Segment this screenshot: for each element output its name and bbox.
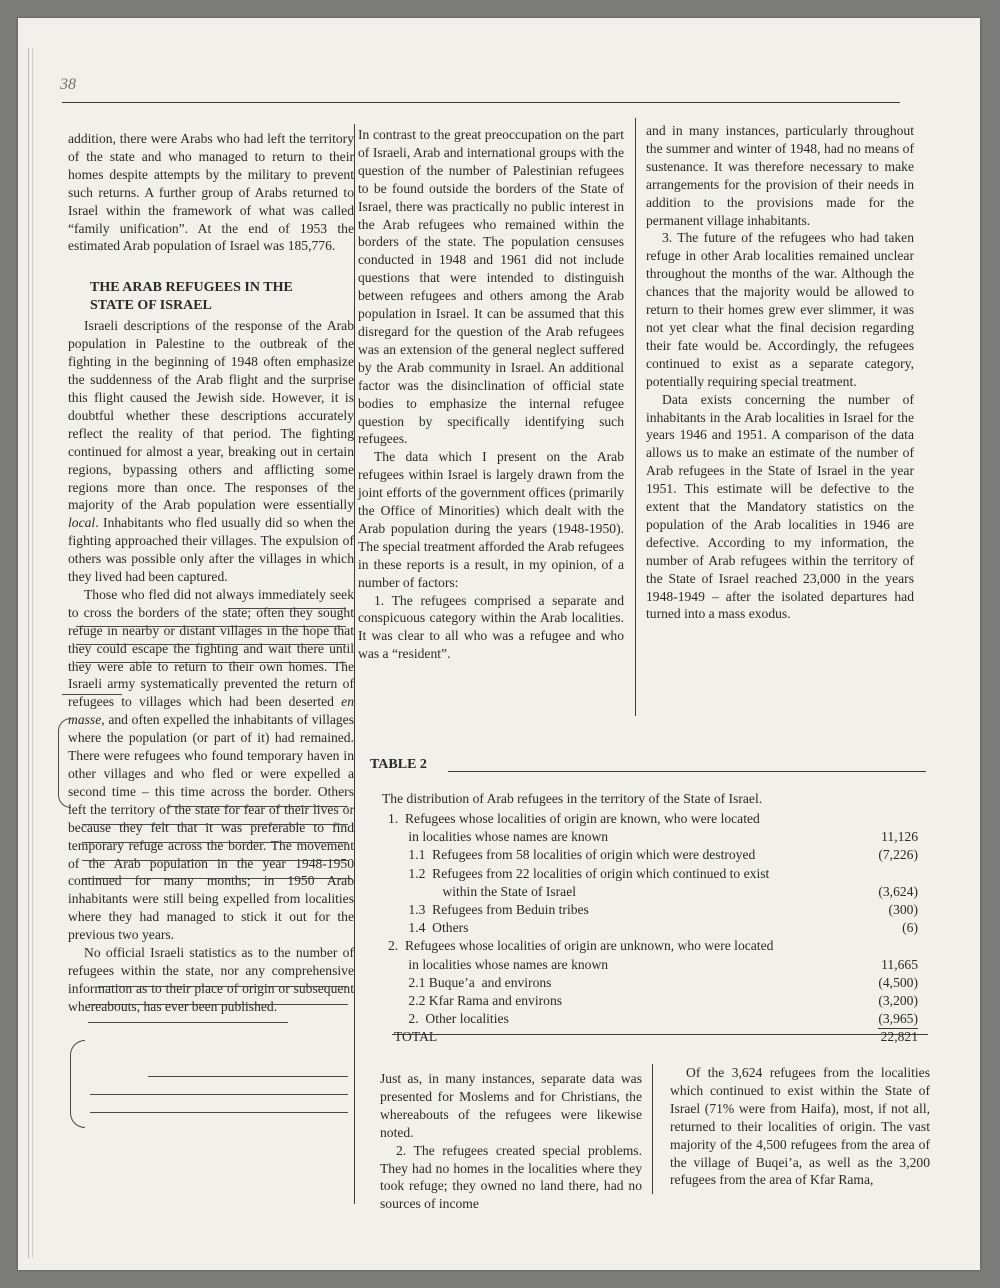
pen-underline — [90, 1094, 348, 1095]
pen-underline — [82, 842, 348, 843]
pen-underline — [76, 644, 346, 645]
paragraph: Those who fled did not always immediately seek to cross the borders of the state; often they sought refuge in nearby or distant villages in the hope that they could escape the fighting and wait there until they were able to return to their own homes. The Israeli army systematically prevented the return of refugees to villages which had been deserted en masse, and often expelled the inhabitants of villages where the population (or part of it) had remained. There were refugees who found temporary haven in other villages and who fled or were expelled a second time – this time across the border. Others left the territory of the state for fear of their lives or because they felt that it was preferable to find temporary refuge across the border. The movement of the Arab population in the year 1948-1950 continued for many months; in 1950 Arab inhabitants were still being expelled from localities where they had managed to stick it out for the previous two years. — [68, 586, 354, 943]
table-row-label: 2. Other localities — [388, 1011, 509, 1027]
paragraph: Data exists concerning the number of inhabitants in the Arab localities in Israel for the years 1946 and 1951. A comparison of the data allows us to make an estimate of the number of Arab refugees in the State of Israel in the year 1951. This estimate will be defective to the extent that the Mandatory statistics on the population of the Arab localities in 1946 are defective. According to my information, the number of Arab refugees within the territory of the State of Israel reached 23,000 in the years 1948-1949 – after the isolated departures had turned into a mass exodus. — [646, 391, 914, 622]
table-row-label: 1.1 Refugees from 58 localities of origin which were destroyed — [388, 847, 756, 863]
pen-underline — [62, 694, 122, 695]
document-page — [18, 18, 980, 1270]
column-5 — [670, 1064, 930, 1189]
table-row-value: (3,624) — [878, 883, 918, 899]
column-divider — [354, 124, 355, 1204]
table-row-label: within the State of Israel — [388, 883, 577, 899]
table-title-rule — [448, 771, 926, 772]
table-row-value: (7,226) — [878, 847, 918, 863]
pen-underline — [88, 1004, 348, 1005]
column-divider — [635, 118, 636, 716]
pen-bracket — [58, 718, 71, 808]
column-2 — [358, 126, 624, 663]
paragraph: In contrast to the great preoccupation on the part of Israeli, Arab and international groups with the question of the number of Palestinian refugees to be found outside the borders of the State of Israel, there was practically no public interest in the Arab refugees who remained within the borders of the state. The population censuses conducted in 1948 and 1961 did not include questions that were intended to distinguish between refugees and others among the Arab population in Israel. It can be assumed that this disregard for the question of the Arab refugees was an extension of the general neglect suffered by the Arab community in Israel. An additional factor was the disinclination of official state bodies to emphasize the internal refugee question by specifically identifying such refugees. — [358, 127, 624, 447]
section-heading: THE ARAB REFUGEES IN THE STATE OF ISRAEL — [90, 280, 293, 314]
binding-edge — [28, 48, 33, 1258]
paragraph: The data which I present on the Arab refugees within Israel is largely drawn from the joint efforts of the government offices (primarily the Office of Minorities) which dealt with the Arab population during the years (1948-1950). The special treatment afforded the Arab refugees in these reports is a result, in my opinion, of a number of factors: — [358, 449, 624, 590]
paragraph: Just as, in many instances, separate data was presented for Moslems and for Christians, the whereabouts of the refugees were likewise noted. — [380, 1071, 642, 1140]
table-description: The distribution of Arab refugees in the territory of the State of Israel. — [382, 791, 763, 806]
table-row-value: 11,126 — [881, 829, 918, 845]
column-divider — [652, 1064, 653, 1194]
table-row-value: 22,821 — [880, 1029, 918, 1045]
table-row-label: TOTAL — [394, 1029, 438, 1045]
pen-underline — [168, 806, 348, 807]
table-row-value: (4,500) — [878, 974, 918, 990]
header-rule — [62, 102, 900, 103]
table-row-value: (3,965) — [878, 1010, 918, 1029]
pen-underline — [148, 1076, 348, 1077]
pen-underline — [228, 608, 346, 609]
pen-underline — [82, 878, 352, 879]
pen-underline — [88, 1022, 288, 1023]
column-1 — [68, 130, 354, 1016]
emphasis: en masse — [68, 694, 354, 728]
column-3 — [646, 122, 914, 623]
paragraph: Israeli descriptions of the response of the Arab population in Palestine to the outbreak of the fighting in the beginning of 1948 often emphasize the suddenness of the Arab flight and the surprise this flight caused the Jewish side. However, it is doubtful whether these descriptions accurately reflect the reality of that period. The fighting continued for almost a year, breaking out in certain regions, bypassing others and afflicting some regions more than once. The responses of the majority of the Arab population were essentially local. Inhabitants who fled usually did so when the fighting approached their villages. The expulsion of others was possible only after the villages in which they lived had been captured. — [68, 318, 354, 585]
paragraph: No official Israeli statistics as to the number of refugees within the state, nor any comprehensive information as to their place of origin or subsequent whereabouts, has ever been published. — [68, 945, 354, 1014]
table-row-value: 11,665 — [881, 956, 918, 972]
page-number: 38 — [60, 76, 76, 93]
paragraph: Of the 3,624 refugees from the localities which continued to exist within the State of Israel (71% were from Haifa), most, if not all, returned to their localities of origin. The vast majority of the 4,500 refugees from the area of the village of Buqei’a, as well as the 3,200 refugees from the area of Kfar Rama, — [670, 1065, 930, 1188]
pen-underline — [90, 1112, 348, 1113]
pen-underline — [98, 986, 348, 987]
pen-underline — [76, 662, 346, 663]
table-row-value: (300) — [888, 902, 918, 917]
table-row-label: in localities whose names are known — [388, 829, 609, 845]
table-row-label: 1. Refugees whose localities of origin are known, who were located — [388, 811, 760, 826]
table-row-value: (6) — [902, 920, 918, 936]
table-row-label: 2.2 Kfar Rama and environs — [388, 993, 563, 1008]
pen-underline — [82, 824, 348, 825]
pen-underline — [76, 626, 346, 627]
table-row-label: in localities whose names are known — [388, 956, 609, 972]
pen-underline — [82, 860, 348, 861]
paragraph: 1. The refugees comprised a separate and conspicuous category within the Arab localities. It was clear to all who was a refugee and who was a “resident”. — [358, 592, 624, 662]
table-title: TABLE 2 — [370, 757, 427, 772]
table-row-label: 2.1 Buque’a and environs — [388, 974, 552, 990]
table-row-label: 1.4 Others — [388, 920, 469, 936]
table-row-label: 2. Refugees whose localities of origin are unknown, who were located — [388, 938, 774, 954]
paragraph: and in many instances, particularly throughout the summer and winter of 1948, had no means of sustenance. It was therefore necessary to make arrangements for the provision of their needs in addition to the provisions made for the permanent village inhabitants. — [646, 123, 914, 228]
paragraph: addition, there were Arabs who had left the territory of the state and who managed to return to their homes despite attempts by the military to prevent such returns. A further group of Arabs returned to Israel within the framework of what was called “family unification”. At the end of 1953 the estimated Arab population of Israel was 185,776. — [68, 131, 354, 254]
table-row-value: (3,200) — [878, 993, 918, 1008]
column-4 — [380, 1070, 642, 1213]
table-row-label: 1.2 Refugees from 22 localities of origin which continued to exist — [388, 865, 770, 881]
table-bottom-rule — [392, 1034, 928, 1035]
emphasis: local — [68, 515, 96, 531]
pen-bracket — [70, 1040, 85, 1128]
paragraph: 2. The refugees created special problems. They had no homes in the localities where they took refuge; they owned no land there, had no sources of income — [380, 1142, 642, 1212]
table-row-label: 1.3 Refugees from Beduin tribes — [388, 902, 589, 917]
paragraph: 3. The future of the refugees who had taken refuge in other Arab localities remained unclear throughout the months of the war. Although the chances that the majority would be allowed to return to their homes grew ever slimmer, it was not yet clear what the final decision regarding their fate would be. Accordingly, the refugees continued to exist as a separate category, potentially requiring special treatment. — [646, 230, 914, 389]
